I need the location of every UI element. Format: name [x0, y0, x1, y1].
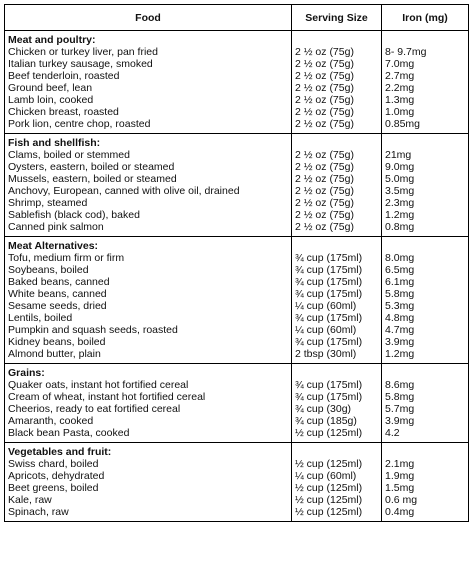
iron-cell: 7.0mg	[382, 58, 469, 70]
food-cell: Almond butter, plain	[5, 348, 292, 364]
table-row	[5, 391, 469, 403]
food-cell: Apricots, dehydrated	[5, 470, 292, 482]
empty-cell	[382, 31, 469, 47]
food-cell: Kidney beans, boiled	[5, 336, 292, 348]
iron-cell: 0.6 mg	[382, 494, 469, 506]
serving-size-cell: 2 ½ oz (75g)	[292, 221, 382, 237]
empty-cell	[292, 443, 382, 459]
table-row	[5, 348, 469, 364]
iron-cell: 1.2mg	[382, 348, 469, 364]
table-row	[5, 70, 469, 82]
group-header-row	[5, 237, 469, 253]
empty-cell	[292, 31, 382, 47]
food-cell: White beans, canned	[5, 288, 292, 300]
iron-cell: 5.7mg	[382, 403, 469, 415]
food-cell: Black bean Pasta, cooked	[5, 427, 292, 443]
group-title: Vegetables and fruit:	[5, 443, 292, 459]
group-header-row	[5, 31, 469, 47]
iron-cell: 1.9mg	[382, 470, 469, 482]
serving-size-cell: ¾ cup (30g)	[292, 403, 382, 415]
serving-size-cell: ¾ cup (185g)	[292, 415, 382, 427]
table-row	[5, 415, 469, 427]
food-cell: Lamb loin, cooked	[5, 94, 292, 106]
iron-cell: 5.0mg	[382, 173, 469, 185]
serving-size-cell: ½ cup (125ml)	[292, 458, 382, 470]
table-row	[5, 221, 469, 237]
serving-size-cell: 2 ½ oz (75g)	[292, 82, 382, 94]
table-row	[5, 173, 469, 185]
food-cell: Pumpkin and squash seeds, roasted	[5, 324, 292, 336]
serving-size-cell: ¼ cup (60ml)	[292, 470, 382, 482]
serving-size-cell: 2 ½ oz (75g)	[292, 161, 382, 173]
iron-cell: 5.8mg	[382, 288, 469, 300]
iron-foods-table	[4, 4, 469, 522]
iron-cell: 2.3mg	[382, 197, 469, 209]
food-cell: Baked beans, canned	[5, 276, 292, 288]
iron-cell: 6.1mg	[382, 276, 469, 288]
table-row	[5, 324, 469, 336]
empty-cell	[292, 364, 382, 380]
group-header-row	[5, 364, 469, 380]
table-row	[5, 252, 469, 264]
iron-cell: 4.8mg	[382, 312, 469, 324]
food-cell: Mussels, eastern, boiled or steamed	[5, 173, 292, 185]
group-title: Meat and poultry:	[5, 31, 292, 47]
table-row	[5, 149, 469, 161]
table-row	[5, 276, 469, 288]
table-row	[5, 403, 469, 415]
serving-size-cell: 2 ½ oz (75g)	[292, 149, 382, 161]
food-cell: Beef tenderloin, roasted	[5, 70, 292, 82]
serving-size-cell: 2 tbsp (30ml)	[292, 348, 382, 364]
header-serving-size: Serving Size	[292, 5, 382, 31]
serving-size-cell: 2 ½ oz (75g)	[292, 58, 382, 70]
food-cell: Italian turkey sausage, smoked	[5, 58, 292, 70]
table-row	[5, 94, 469, 106]
food-cell: Chicken or turkey liver, pan fried	[5, 46, 292, 58]
food-cell: Soybeans, boiled	[5, 264, 292, 276]
empty-cell	[382, 364, 469, 380]
serving-size-cell: ½ cup (125ml)	[292, 494, 382, 506]
table-row	[5, 264, 469, 276]
table-row	[5, 458, 469, 470]
table-row	[5, 106, 469, 118]
serving-size-cell: ¾ cup (175ml)	[292, 276, 382, 288]
food-cell: Clams, boiled or stemmed	[5, 149, 292, 161]
iron-cell: 2.1mg	[382, 458, 469, 470]
iron-cell: 4.7mg	[382, 324, 469, 336]
table-row	[5, 46, 469, 58]
empty-cell	[292, 134, 382, 150]
serving-size-cell: ¾ cup (175ml)	[292, 288, 382, 300]
iron-cell: 5.3mg	[382, 300, 469, 312]
iron-cell: 3.5mg	[382, 185, 469, 197]
serving-size-cell: ½ cup (125ml)	[292, 482, 382, 494]
iron-cell: 1.2mg	[382, 209, 469, 221]
table-row	[5, 197, 469, 209]
iron-cell: 0.85mg	[382, 118, 469, 134]
iron-cell: 21mg	[382, 149, 469, 161]
empty-cell	[292, 237, 382, 253]
table-row	[5, 336, 469, 348]
serving-size-cell: 2 ½ oz (75g)	[292, 106, 382, 118]
table-row	[5, 118, 469, 134]
empty-cell	[382, 134, 469, 150]
food-cell: Cream of wheat, instant hot fortified cereal	[5, 391, 292, 403]
table-row	[5, 161, 469, 173]
iron-cell: 9.0mg	[382, 161, 469, 173]
iron-cell: 6.5mg	[382, 264, 469, 276]
food-cell: Lentils, boiled	[5, 312, 292, 324]
food-cell: Quaker oats, instant hot fortified cereal	[5, 379, 292, 391]
iron-cell: 2.2mg	[382, 82, 469, 94]
food-cell: Cheerios, ready to eat fortified cereal	[5, 403, 292, 415]
header-row	[5, 5, 469, 31]
table-row	[5, 312, 469, 324]
food-cell: Pork lion, centre chop, roasted	[5, 118, 292, 134]
table-row	[5, 427, 469, 443]
serving-size-cell: ¾ cup (175ml)	[292, 336, 382, 348]
iron-cell: 1.5mg	[382, 482, 469, 494]
food-cell: Sablefish (black cod), baked	[5, 209, 292, 221]
serving-size-cell: ¾ cup (175ml)	[292, 312, 382, 324]
serving-size-cell: 2 ½ oz (75g)	[292, 70, 382, 82]
food-cell: Anchovy, European, canned with olive oil, drained	[5, 185, 292, 197]
serving-size-cell: 2 ½ oz (75g)	[292, 209, 382, 221]
food-cell: Swiss chard, boiled	[5, 458, 292, 470]
iron-cell: 4.2	[382, 427, 469, 443]
group-title: Grains:	[5, 364, 292, 380]
serving-size-cell: 2 ½ oz (75g)	[292, 46, 382, 58]
food-cell: Shrimp, steamed	[5, 197, 292, 209]
food-cell: Chicken breast, roasted	[5, 106, 292, 118]
empty-cell	[382, 443, 469, 459]
serving-size-cell: ¾ cup (175ml)	[292, 252, 382, 264]
table-row	[5, 209, 469, 221]
iron-cell: 1.0mg	[382, 106, 469, 118]
serving-size-cell: 2 ½ oz (75g)	[292, 94, 382, 106]
table-row	[5, 185, 469, 197]
food-cell: Oysters, eastern, boiled or steamed	[5, 161, 292, 173]
iron-cell: 5.8mg	[382, 391, 469, 403]
food-cell: Kale, raw	[5, 494, 292, 506]
serving-size-cell: ¾ cup (175ml)	[292, 264, 382, 276]
group-title: Meat Alternatives:	[5, 237, 292, 253]
serving-size-cell: 2 ½ oz (75g)	[292, 173, 382, 185]
iron-cell: 8- 9.7mg	[382, 46, 469, 58]
table-row	[5, 288, 469, 300]
serving-size-cell: ½ cup (125ml)	[292, 506, 382, 522]
food-cell: Amaranth, cooked	[5, 415, 292, 427]
empty-cell	[382, 237, 469, 253]
serving-size-cell: ¼ cup (60ml)	[292, 324, 382, 336]
table-row	[5, 82, 469, 94]
table-row	[5, 506, 469, 522]
header-iron: Iron (mg)	[382, 5, 469, 31]
iron-cell: 3.9mg	[382, 415, 469, 427]
food-cell: Tofu, medium firm or firm	[5, 252, 292, 264]
iron-cell: 0.8mg	[382, 221, 469, 237]
iron-cell: 8.6mg	[382, 379, 469, 391]
food-cell: Canned pink salmon	[5, 221, 292, 237]
iron-cell: 8.0mg	[382, 252, 469, 264]
food-cell: Sesame seeds, dried	[5, 300, 292, 312]
table-row	[5, 300, 469, 312]
iron-cell: 3.9mg	[382, 336, 469, 348]
serving-size-cell: ¾ cup (175ml)	[292, 391, 382, 403]
table-row	[5, 482, 469, 494]
serving-size-cell: ½ cup (125ml)	[292, 427, 382, 443]
serving-size-cell: 2 ½ oz (75g)	[292, 197, 382, 209]
food-cell: Beet greens, boiled	[5, 482, 292, 494]
serving-size-cell: ¾ cup (175ml)	[292, 379, 382, 391]
food-cell: Ground beef, lean	[5, 82, 292, 94]
table-row	[5, 379, 469, 391]
food-cell: Spinach, raw	[5, 506, 292, 522]
table-row	[5, 470, 469, 482]
table-row	[5, 58, 469, 70]
iron-cell: 2.7mg	[382, 70, 469, 82]
iron-cell: 1.3mg	[382, 94, 469, 106]
table-body	[5, 31, 469, 522]
serving-size-cell: 2 ½ oz (75g)	[292, 118, 382, 134]
table-row	[5, 494, 469, 506]
iron-cell: 0.4mg	[382, 506, 469, 522]
serving-size-cell: 2 ½ oz (75g)	[292, 185, 382, 197]
header-food: Food	[5, 5, 292, 31]
group-header-row	[5, 443, 469, 459]
group-header-row	[5, 134, 469, 150]
serving-size-cell: ¼ cup (60ml)	[292, 300, 382, 312]
group-title: Fish and shellfish:	[5, 134, 292, 150]
